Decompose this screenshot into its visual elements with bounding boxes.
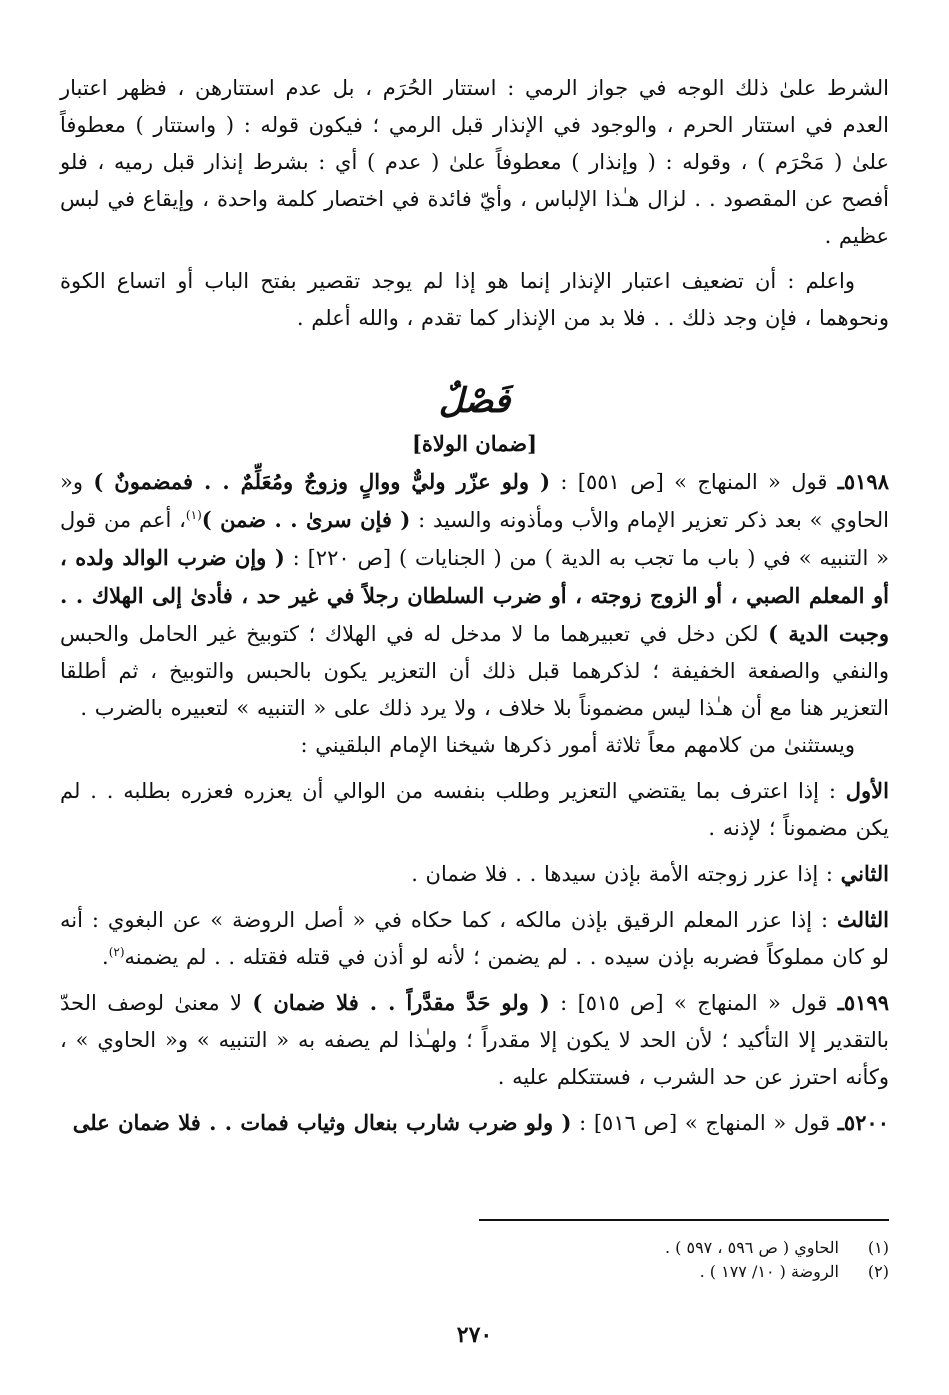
footnote-divider xyxy=(479,1219,889,1221)
exception-label: الثاني xyxy=(840,861,889,886)
issue-text: قول « المنهاج » [ص ٥٥١] : xyxy=(550,470,838,494)
footnote-item xyxy=(60,1236,889,1260)
exception-text: : إذا عزر زوجته الأمة بإذن سيدها . . فلا ضمان . xyxy=(411,862,841,886)
footnote-ref-2: (٢) xyxy=(108,945,125,959)
issue-number: ٥٢٠٠ـ xyxy=(837,1110,889,1135)
footnote-number: (١) xyxy=(867,1238,889,1257)
paragraph-istitar: الشرط علىٰ ذلك الوجه في جواز الرمي : استتار الحُرَم ، بل عدم استتارهن ، فظهر اعتبار العدم في استتار الحرم ، والوجود في الإنذار قبل الرمي ؛ فيكون قوله : ( واستتار ) معطوفاً علىٰ ( مَحْرَم ) ، وقوله : ( وإنذار ) معطوفاً علىٰ ( عدم ) أي : بشرط إنذار قبل رميه ، فلو أفصح عن المقصود . . لزال هـٰذا الإلباس ، وأيّ فائدة في اختصار كلمة واحدة ، وإيقاع في لبس عظيم . xyxy=(60,76,889,248)
tanbih-quote: ( وإن ضرب الوالد ولده ، أو المعلم الصبي ، أو الزوج زوجته ، أو ضرب السلطان رجلاً في غير حد ، فأدىٰ إلى الهلاك . . وجبت الدية ) xyxy=(60,545,889,646)
issue-5199 xyxy=(60,984,889,1096)
issue-5198 xyxy=(60,463,889,727)
footnote-text: الروضة ( ١٠/ ١٧٧ ) . xyxy=(699,1262,839,1281)
issue-text: لا معنىٰ لوصف الحدّ بالتقدير إلا التأكيد ؛ لأن الحد لا يكون إلا مقدراً ؛ ولهـٰذا لم يصفه به « التنبيه » و« الحاوي » ، وكأنه احترز عن حد الشرب ، فستتكلم عليه . xyxy=(60,991,889,1089)
issue-text: ، أعم من قول « التنبيه » في ( باب ما تجب به الدية ) من ( الجنايات ) [ص ٢٢٠] : xyxy=(60,508,889,570)
minhaj-quote: ( ولو عزّر وليٌّ ووالٍ وزوجٌ ومُعَلِّمٌ . . فمضمونٌ ) xyxy=(93,469,551,494)
issue-text: لكن دخل في تعبيرهما ما لا مدخل له في الهلاك ؛ كتوبيخ غير الحامل والحبس والنفي والصفعة الخفيفة ؛ لذكرهما قبل ذلك أن التعزير يكون بالحبس والتوبيخ ، ثم أطلقا التعزير هنا مع أن هـٰذا ليس مضموناً بلا خلاف ، ولا يرد ذلك على « التنبيه » لتعبيره بالضرب . xyxy=(60,622,889,720)
fasl-title: فَصْلٌ xyxy=(438,381,511,421)
spacer xyxy=(60,255,889,263)
exception-end: . xyxy=(102,945,109,969)
exception-second xyxy=(60,855,889,893)
exception-text: : إذا عزر المعلم الرقيق بإذن مالكه ، كما حكاه في « أصل الروضة » عن البغوي : أنه لو كان مملوكاً فضربه بإذن سيده . . لم يضمن ؛ لأنه لو أذن في قتله فقتله . . لم يضمنه xyxy=(60,908,889,969)
exception-third xyxy=(60,901,889,976)
section-heading: [ضمان الولاة] xyxy=(411,431,538,456)
issue-number: ٥١٩٩ـ xyxy=(837,990,889,1015)
minhaj-quote: ( ولو ضرب شارب بنعال وثياب فمات . . فلا ضمان على xyxy=(72,1110,572,1135)
page-body xyxy=(60,70,889,1142)
spacer xyxy=(60,1096,889,1104)
footnote-item xyxy=(60,1260,889,1284)
issue-text: و« الحاوي » بعد ذكر تعزير الإمام والأب ومأذونه والسيد : xyxy=(60,470,890,532)
footnotes xyxy=(60,1236,889,1284)
footnote-text: الحاوي ( ص ٥٩٦ ، ٥٩٧ ) . xyxy=(664,1238,839,1257)
spacer xyxy=(60,764,889,772)
exceptions-intro: ويستثنىٰ من كلامهم معاً ثلاثة أمور ذكرها شيخنا الإمام البلقيني : xyxy=(300,733,855,757)
issue-number: ٥١٩٨ـ xyxy=(837,469,889,494)
exception-text: : إذا اعترف بما يقتضي التعزير وطلب بنفسه من الوالي أن يعزره فعزره بطلبه . . لم يكن مضموناً ؛ لإذنه . xyxy=(60,779,889,840)
issue-5200 xyxy=(60,1104,889,1142)
minhaj-quote: ( ولو حَدَّ مقدَّراً . . فلا ضمان ) xyxy=(252,990,550,1015)
footnote-number: (٢) xyxy=(867,1262,889,1281)
exception-first xyxy=(60,772,889,847)
issue-text: قول « المنهاج » [ص ٥١٥] : xyxy=(549,991,838,1015)
spacer xyxy=(60,847,889,855)
exception-label: الثالث xyxy=(837,907,889,932)
hawi-quote: ( فإن سرىٰ . . ضمن ) xyxy=(201,507,411,532)
spacer xyxy=(60,893,889,901)
issue-text: قول « المنهاج » [ص ٥١٦] : xyxy=(571,1111,838,1135)
spacer xyxy=(60,976,889,984)
paragraph-indhar: واعلم : أن تضعيف اعتبار الإنذار إنما هو إذا لم يوجد تقصير بفتح الباب أو اتساع الكوة ونحوهما ، فإن وجد ذلك . . فلا بد من الإنذار كما تقدم ، والله أعلم . xyxy=(60,269,889,330)
exception-label: الأول xyxy=(845,778,889,803)
page-number: ٢٧٠ xyxy=(456,1322,493,1348)
footnote-ref-1: (١) xyxy=(185,508,202,522)
